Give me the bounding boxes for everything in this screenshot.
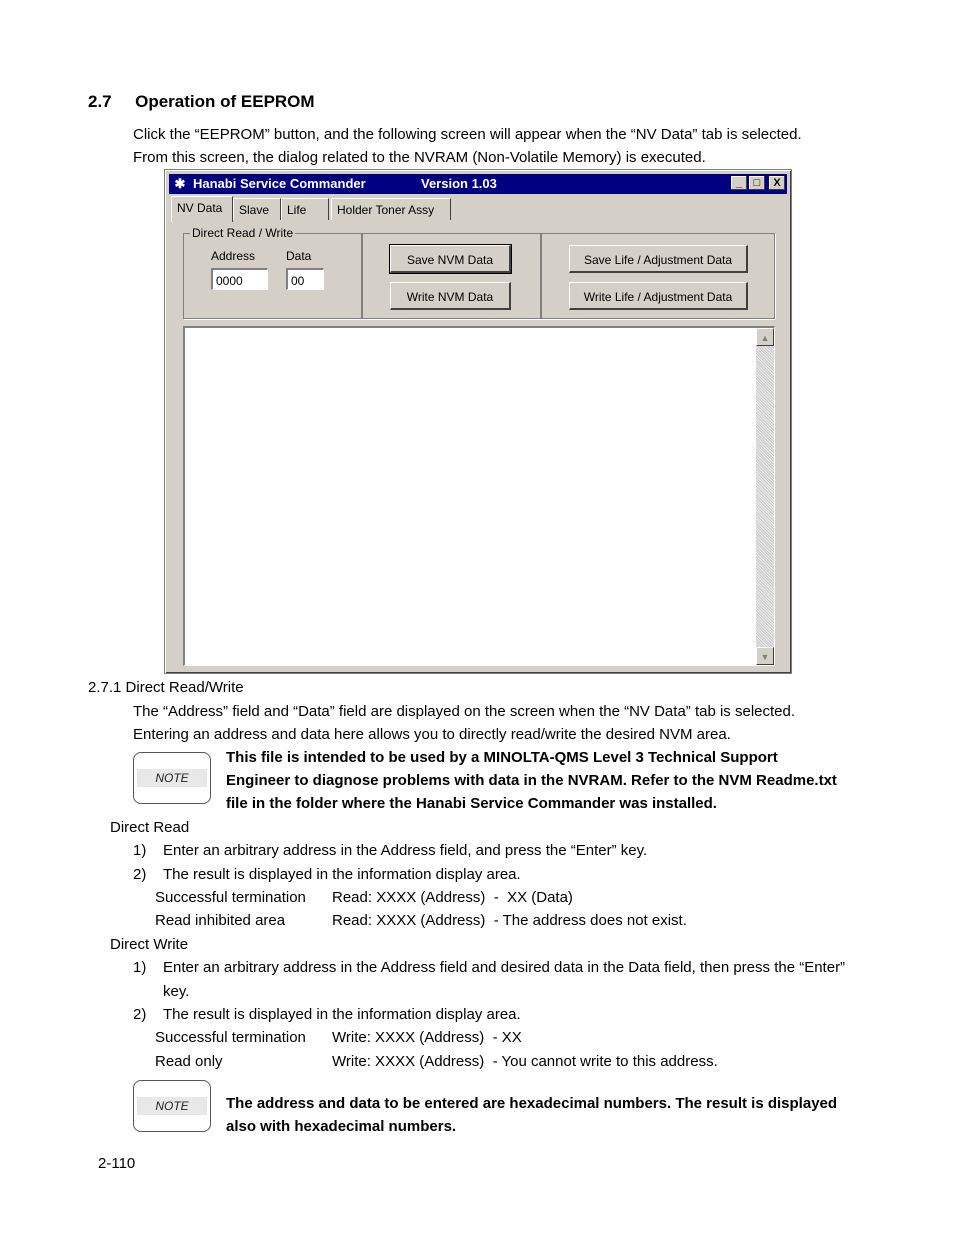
window-title: Hanabi Service Commander <box>193 176 366 191</box>
page-number: 2-110 <box>98 1155 136 1172</box>
tab-holder-toner-assy[interactable]: Holder Toner Assy <box>331 198 451 220</box>
write-nvm-data-button[interactable]: Write NVM Data <box>390 282 511 310</box>
direct-read-step-2: The result is displayed in the information display area. <box>163 866 521 883</box>
nv-data-panel <box>171 221 784 323</box>
scroll-down-icon[interactable]: ▼ <box>756 647 774 665</box>
direct-read-step-1: Enter an arbitrary address in the Address field, and press the “Enter” key. <box>163 842 648 859</box>
minimize-icon[interactable]: _ <box>731 176 747 190</box>
tab-nv-data[interactable]: NV Data <box>171 196 233 222</box>
note-icon <box>133 1080 211 1132</box>
subsection-title: 2.7.1 Direct Read/Write <box>88 679 244 696</box>
note2-line-1: The address and data to be entered are hexadecimal numbers. The result is displayed <box>226 1095 838 1112</box>
app-window <box>164 169 792 674</box>
note1-line-3: file in the folder where the Hanabi Service Commander was installed. <box>226 795 717 812</box>
direct-write-step-1-cont: key. <box>163 983 190 1000</box>
intro-line-1: Click the “EEPROM” button, and the following screen will appear when the “NV Data” tab is selected. <box>133 126 802 143</box>
maximize-icon[interactable]: □ <box>749 176 765 190</box>
read-result-text-1: Read: XXXX (Address) - XX (Data) <box>332 889 573 906</box>
read-result-case-2: Read inhibited area <box>155 912 286 929</box>
note1-line-1: This file is intended to be used by a MINOLTA-QMS Level 3 Technical Support <box>226 749 778 766</box>
section-heading <box>88 92 315 112</box>
note1-line-2: Engineer to diagnose problems with data in the NVRAM. Refer to the NVM Readme.txt <box>226 772 837 789</box>
save-nvm-data-button[interactable]: Save NVM Data <box>390 245 511 273</box>
direct-read-step-1-num: 1) <box>133 842 147 859</box>
note-icon <box>133 752 211 804</box>
title-bar <box>169 174 787 194</box>
information-display-area[interactable] <box>183 326 775 666</box>
write-life-adjustment-button[interactable]: Write Life / Adjustment Data <box>569 282 748 310</box>
write-result-case-1: Successful termination <box>155 1029 306 1046</box>
direct-read-step-2-num: 2) <box>133 866 147 883</box>
scroll-up-icon[interactable]: ▲ <box>756 328 774 346</box>
close-icon[interactable]: X <box>769 176 785 190</box>
direct-write-step-1-num: 1) <box>133 959 147 976</box>
section-title: Operation of EEPROM <box>135 92 315 111</box>
write-result-text-1: Write: XXXX (Address) - XX <box>332 1029 522 1046</box>
note2-line-2: also with hexadecimal numbers. <box>226 1118 457 1135</box>
note-label: NOTE <box>137 1097 207 1115</box>
write-result-text-2: Write: XXXX (Address) - You cannot write to this address. <box>332 1053 718 1070</box>
section-number: 2.7 <box>88 92 112 111</box>
read-result-text-2: Read: XXXX (Address) - The address does not exist. <box>332 912 687 929</box>
subsection-line-1: The “Address” field and “Data” field are displayed on the screen when the “NV Data” tab is selected. <box>133 703 796 720</box>
tab-slave[interactable]: Slave <box>233 198 281 220</box>
direct-group-title: Direct Read / Write <box>192 226 294 240</box>
vertical-scrollbar[interactable] <box>756 328 774 665</box>
direct-write-step-2-num: 2) <box>133 1006 147 1023</box>
nvm-buttons-group <box>362 233 541 319</box>
data-input[interactable]: 00 <box>286 268 324 290</box>
window-version: Version 1.03 <box>421 176 497 191</box>
address-label: Address <box>211 249 256 263</box>
direct-write-step-1: Enter an arbitrary address in the Address field and desired data in the Data field, then press the “Enter” <box>163 959 846 976</box>
subsection-line-2: Entering an address and data here allows you to directly read/write the desired NVM area. <box>133 726 731 743</box>
read-result-case-1: Successful termination <box>155 889 306 906</box>
direct-read-write-group <box>183 226 362 319</box>
data-label: Data <box>286 249 312 263</box>
intro-line-2: From this screen, the dialog related to the NVRAM (Non-Volatile Memory) is executed. <box>133 149 706 166</box>
tab-life[interactable]: Life <box>281 198 329 220</box>
direct-read-heading: Direct Read <box>110 819 190 836</box>
note-label: NOTE <box>137 769 207 787</box>
write-result-case-2: Read only <box>155 1053 223 1070</box>
save-life-adjustment-button[interactable]: Save Life / Adjustment Data <box>569 245 748 273</box>
direct-write-heading: Direct Write <box>110 936 189 953</box>
direct-write-step-2: The result is displayed in the information display area. <box>163 1006 521 1023</box>
address-input[interactable]: 0000 <box>211 268 268 290</box>
life-buttons-group <box>541 233 775 319</box>
app-icon: ✱ <box>174 176 186 191</box>
